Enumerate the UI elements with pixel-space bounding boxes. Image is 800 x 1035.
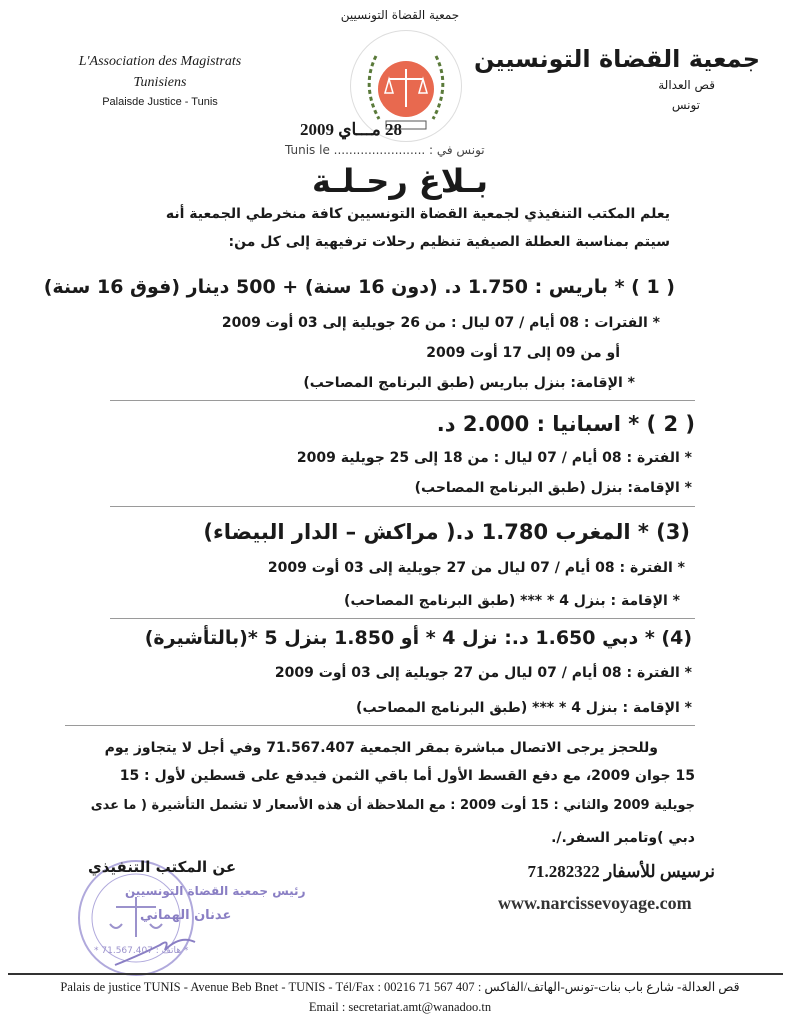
footer-divider: [8, 973, 783, 975]
fr-name-line1: L'Association des Magistrats: [78, 54, 242, 69]
fr-name-line2: Tunisiens: [133, 75, 187, 90]
trip-2-heading: ( 2 ) * اسبانيا : 2.000 د.: [436, 412, 695, 436]
trip-4-lodging: * الإقامة : بنزل 4 * *** (طبق البرنامج المصاحب): [356, 700, 692, 716]
footer-address: قص العدالة- شارع باب بنات-تونس-الهاتف/الفاكس : Palais de justice TUNIS - Avenue Beb Bnet - TUNIS - Tél/Fax : 00216 71 567 407: [60, 980, 740, 994]
signature-name: عدنان الهماني: [140, 908, 232, 923]
booking-line-2: 15 جوان 2009، مع دفع القسط الأول أما باقي الثمن فيدفع على قسطين لأول : 15: [119, 768, 695, 784]
handwritten-signature-icon: [110, 930, 200, 970]
trip-2-lodging: * الإقامة: بنزل (طبق البرنامج المصاحب): [414, 480, 692, 496]
trip-1-heading: ( 1 ) * باريس : 1.750 د. (دون 16 سنة) + 500 دينار (فوق 16 سنة): [43, 276, 675, 298]
signature-office: عن المكتب التنفيذي: [88, 858, 237, 876]
stamp-text: * هاتف : 71.567.407 *: [94, 946, 189, 956]
ar-association-name: جمعية القضاة التونسيين: [473, 45, 760, 73]
intro-line-2: سيتم بمناسبة العطلة الصيفية تنظيم رحلات ترفيهية إلى كل من:: [228, 234, 670, 250]
top-arabic-name: جمعية القضاة التونسيين: [340, 8, 460, 22]
trip-2-period: * الفترة : 08 أيام / 07 ليال : من 18 إلى 25 جويلية 2009: [296, 450, 692, 466]
trip-3-period: * الفترة : 08 أيام / 07 ليال من 27 جويلية إلى 03 أوت 2009: [267, 560, 685, 576]
document-date: 28 مـــاي 2009: [300, 120, 403, 139]
ar-address-line1: قص العدالة: [658, 78, 715, 92]
trip-1-lodging: * الإقامة: بنزل بباريس (طبق البرنامج المصاحب): [303, 375, 635, 391]
booking-line-1: وللحجز يرجى الاتصال مباشرة بمقر الجمعية 71.567.407 وفي أجل لا يتجاوز يوم: [104, 740, 658, 756]
signature-role: رئيس جمعية القضاة التونسيين: [125, 884, 306, 898]
section-divider: [65, 725, 695, 726]
booking-line-4: دبي )وتامبر السفر./.: [551, 830, 695, 846]
agency-website[interactable]: www.narcissevoyage.com: [498, 893, 692, 913]
trip-1-period: * الفترات : 08 أيام / 07 ليال : من 26 جويلية إلى 03 أوت 2009: [221, 315, 660, 331]
place-date-field: تونس في : ........................ Tunis le: [285, 143, 485, 157]
intro-line-1: يعلم المكتب التنفيذي لجمعية القضاة التونسيين كافة منخرطي الجمعية أنه: [165, 206, 670, 222]
footer-email[interactable]: Email : secretariat.amt@wanadoo.tn: [308, 1000, 492, 1014]
trip-1-period-alt: أو من 09 إلى 17 أوت 2009: [426, 345, 620, 361]
trip-3-lodging: * الإقامة : بنزل 4 * *** (طبق البرنامج المصاحب): [344, 593, 680, 609]
agency-name-phone: نرسيس للأسفار 71.282322: [527, 862, 715, 881]
section-divider: [110, 506, 695, 507]
section-divider: [110, 618, 695, 619]
trip-3-heading: (3) * المغرب 1.780 د.( مراكش – الدار البيضاء): [203, 520, 690, 544]
ar-address-line2: تونس: [671, 98, 700, 112]
document-title: بـلاغ رحـلـة: [311, 162, 489, 200]
fr-address: Palaisde Justice - Tunis: [102, 96, 218, 108]
trip-4-period: * الفترة : 08 أيام / 07 ليال من 27 جويلية إلى 03 أوت 2009: [274, 665, 692, 681]
booking-line-3: جويلية 2009 والثاني : 15 أوت 2009 : مع الملاحظة أن هذه الأسعار لا تشمل التأشيرة ( ما عدى: [90, 798, 695, 813]
trip-4-heading: (4) * دبي 1.650 د.: نزل 4 * أو 1.850 بنزل 5 *(بالتأشيرة): [144, 627, 692, 649]
section-divider: [110, 400, 695, 401]
